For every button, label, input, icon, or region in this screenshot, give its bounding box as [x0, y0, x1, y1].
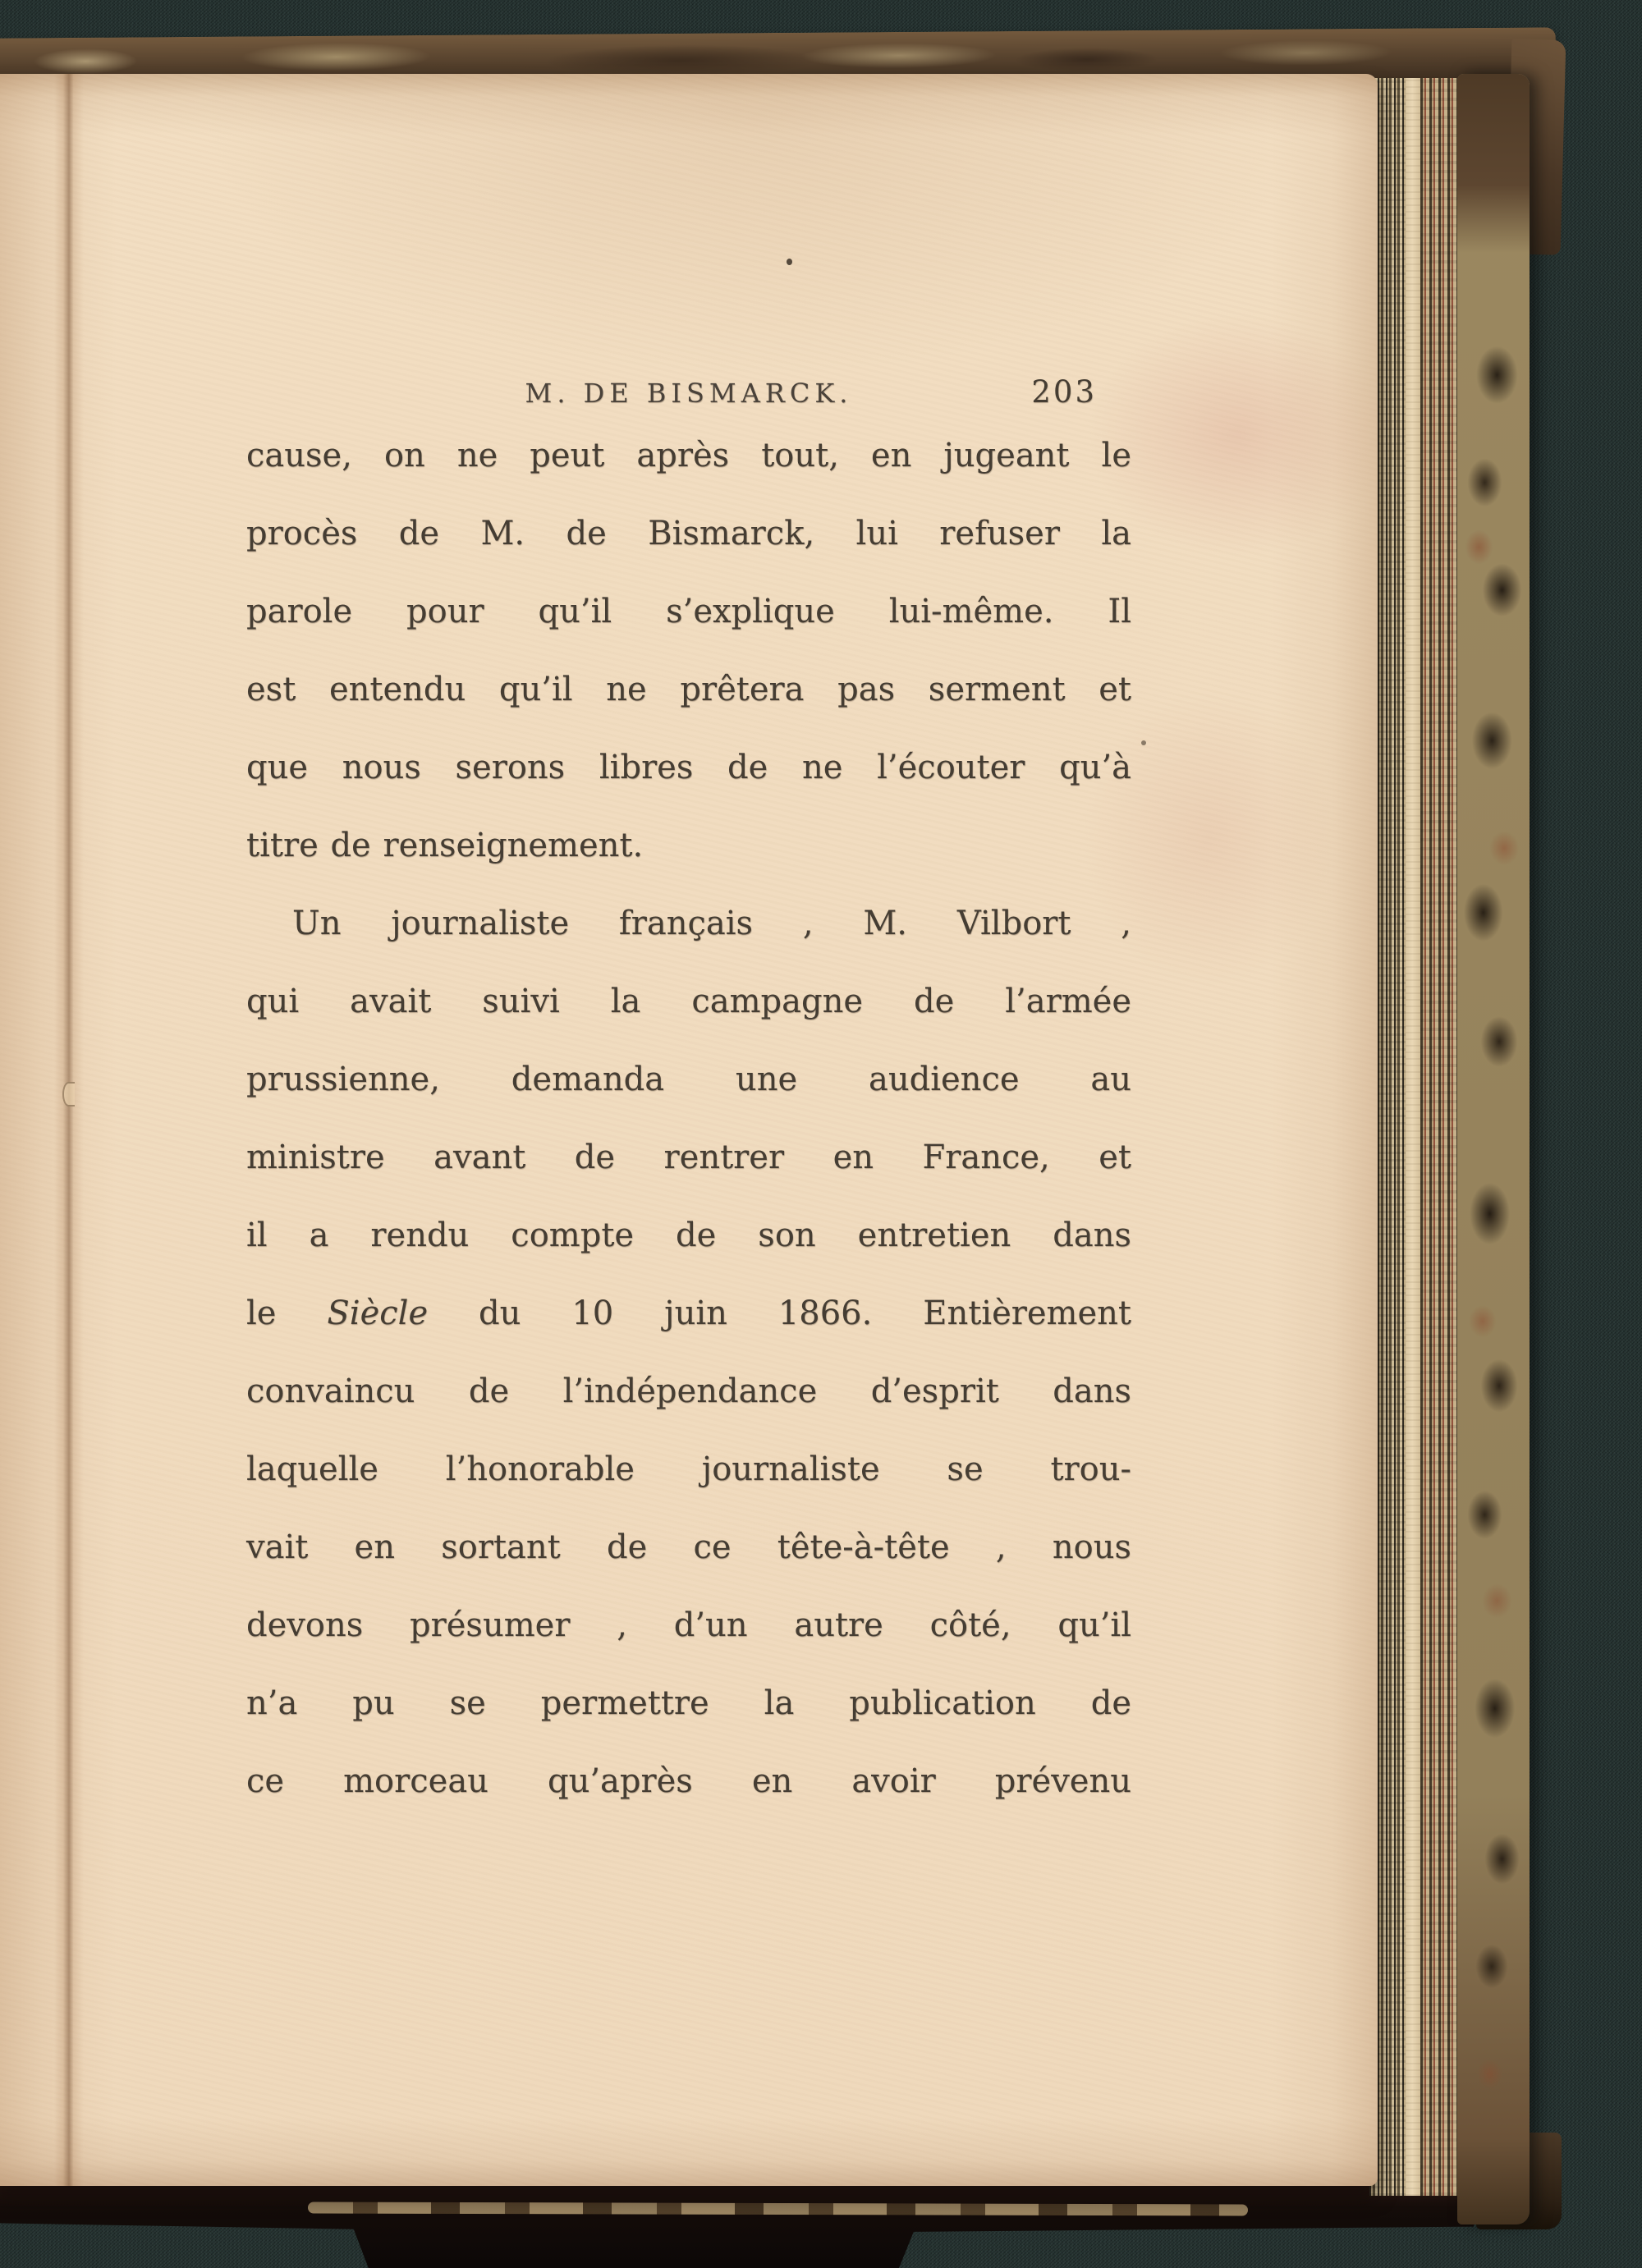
text-line: devons présumer , d’un autre côté, qu’il — [246, 1606, 1131, 1644]
gutter-crease — [54, 74, 84, 2186]
book-cover-right-leather-top — [1457, 74, 1530, 253]
text-line: qui avait suivi la campagne de l’armée — [246, 983, 1131, 1020]
text-line: procès de M. de Bismarck, lui refuser la — [246, 515, 1131, 552]
text-line-paragraph-end: titre de renseignement. — [246, 827, 644, 864]
text-line: il a rendu compte de son entretien dans — [246, 1216, 1131, 1254]
text-line: convaincu de l’indépendance d’esprit dans — [246, 1372, 1131, 1410]
text-line: prussienne, demanda une audience au — [246, 1061, 1131, 1098]
text-run: le — [246, 1294, 328, 1332]
paper-flaw-mark — [62, 1082, 75, 1107]
book-bottom-cover-strip — [308, 2202, 1248, 2216]
text-line — [246, 1275, 1131, 1353]
text-line: cause, on ne peut après tout, en jugeant le — [246, 437, 1131, 474]
fore-edge-light-band — [1406, 78, 1420, 2196]
body-text — [246, 417, 1131, 1821]
text-line: n’a pu se permettre la publication de — [246, 1684, 1131, 1722]
text-line: ce morceau qu’après en avoir prévenu — [246, 1762, 1131, 1800]
running-header: M. DE BISMARCK. — [525, 378, 853, 409]
ink-speck — [1141, 740, 1146, 745]
journal-title-italic: Siècle — [327, 1294, 429, 1332]
book-page — [0, 74, 1378, 2186]
page-fore-edge — [1369, 78, 1457, 2196]
text-run: du 10 juin 1866. Entièrement — [428, 1294, 1131, 1332]
ink-speck — [787, 259, 792, 265]
book-cover-right-board — [1457, 74, 1530, 2224]
text-line-paragraph-start: Un journaliste français , M. Vilbort , — [292, 905, 1131, 942]
text-line: ministre avant de rentrer en France, et — [246, 1139, 1131, 1176]
text-line: parole pour qu’il s’explique lui-même. Il — [246, 593, 1131, 630]
text-line: est entendu qu’il ne prêtera pas serment et — [246, 671, 1131, 708]
fore-edge-stripes-outer — [1420, 78, 1457, 2196]
text-line: laquelle l’honorable journaliste se trou- — [246, 1450, 1131, 1488]
text-line: vait en sortant de ce tête-à-tête , nous — [246, 1528, 1131, 1566]
text-line: que nous serons libres de ne l’écouter qu’à — [246, 749, 1131, 786]
page-number: 203 — [1031, 374, 1097, 410]
